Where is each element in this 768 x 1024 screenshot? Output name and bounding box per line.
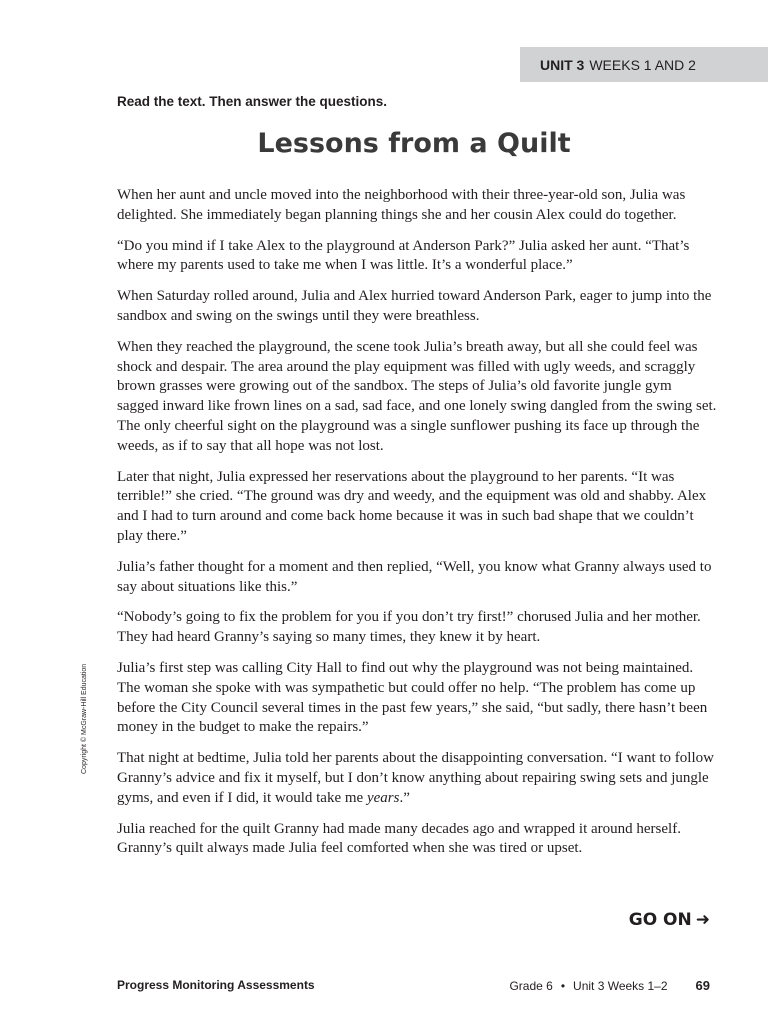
paragraph: Julia’s first step was calling City Hall to find out why the playground was not being maintained. The woman she spoke with was sympathetic but could offer no help. “The problem has come up before the City Council several times in the past few years,” she said, “but sadly, there hasn’t been money in the budget to make the repairs.” (117, 659, 708, 736)
weeks-label: WEEKS 1 AND 2 (589, 56, 696, 73)
paragraph: When Saturday rolled around, Julia and Alex hurried toward Anderson Park, eager to jump into the sandbox and swing on the swings until they were breathless. (117, 288, 712, 324)
paragraph (117, 749, 717, 808)
paragraph: When her aunt and uncle moved into the neighborhood with their three-year-old son, Julia was delighted. She immediately began planning things she and her cousin Alex could do together. (117, 187, 686, 223)
go-on-prompt (629, 910, 710, 930)
footer-unit: Unit 3 Weeks 1–2 (573, 978, 668, 993)
footer-grade: Grade 6 (509, 978, 553, 993)
paragraph-text: .” (399, 789, 410, 806)
page-title: Lessons from a Quilt (257, 128, 571, 159)
arrow-right-icon: ➜ (695, 910, 710, 930)
story-text (117, 186, 717, 870)
footer-info (509, 978, 710, 993)
italic-word: years (366, 789, 400, 806)
paragraph: Later that night, Julia expressed her reservations about the playground to her parents. “It was terrible!” she cried. “The ground was dry and weedy, and the equipment was old and shabby. Alex and I had to turn around and come back home because it was in such bad shape that we couldn’t play there.” (117, 468, 707, 544)
unit-tab (520, 47, 768, 82)
paragraph-text: That night at bedtime, Julia told her parents about the disappointing conversation. “I want to follow Granny’s advice and fix it myself, but I don’t know anything about repairing swing sets and jungle gyms, and even if I did, it would take me (117, 750, 714, 806)
paragraph: When they reached the playground, the scene took Julia’s breath away, but all she could feel was shock and despair. The area around the play equipment was filled with ugly weeds, and scraggly brown grasses were growing out of the sandbox. The steps of Julia’s old favorite jungle gym sagged inward like frown lines on a sad, sad face, and one lonely swing dangled from the swing set. The only cheerful sight on the playground was a single sunflower pushing its face up through the weeds, as if to say that all hope was not lost. (117, 338, 717, 454)
paragraph: “Do you mind if I take Alex to the playground at Anderson Park?” Julia asked her aunt. “That’s where my parents used to take me when I was little. It’s a wonderful place.” (117, 237, 690, 274)
go-on-label: GO ON (628, 910, 692, 930)
footer-title: Progress Monitoring Assessments (117, 978, 315, 992)
paragraph: Julia reached for the quilt Granny had made many decades ago and wrapped it around herself. Granny’s quilt always made Julia feel comforted when she was tired or upset. (117, 820, 681, 857)
paragraph: Julia’s father thought for a moment and then replied, “Well, you know what Granny always used to say about situations like this.” (117, 558, 712, 595)
copyright-notice: Copyright © McGraw-Hill Education (81, 663, 88, 774)
directions: Read the text. Then answer the questions. (117, 94, 388, 109)
paragraph: “Nobody’s going to fix the problem for you if you don’t try first!” chorused Julia and her mother. They had heard Granny’s saying so many times, they knew it by heart. (117, 609, 701, 646)
unit-label: UNIT 3 (540, 56, 585, 73)
footer-separator: • (560, 978, 566, 993)
page-number: 69 (695, 978, 710, 993)
